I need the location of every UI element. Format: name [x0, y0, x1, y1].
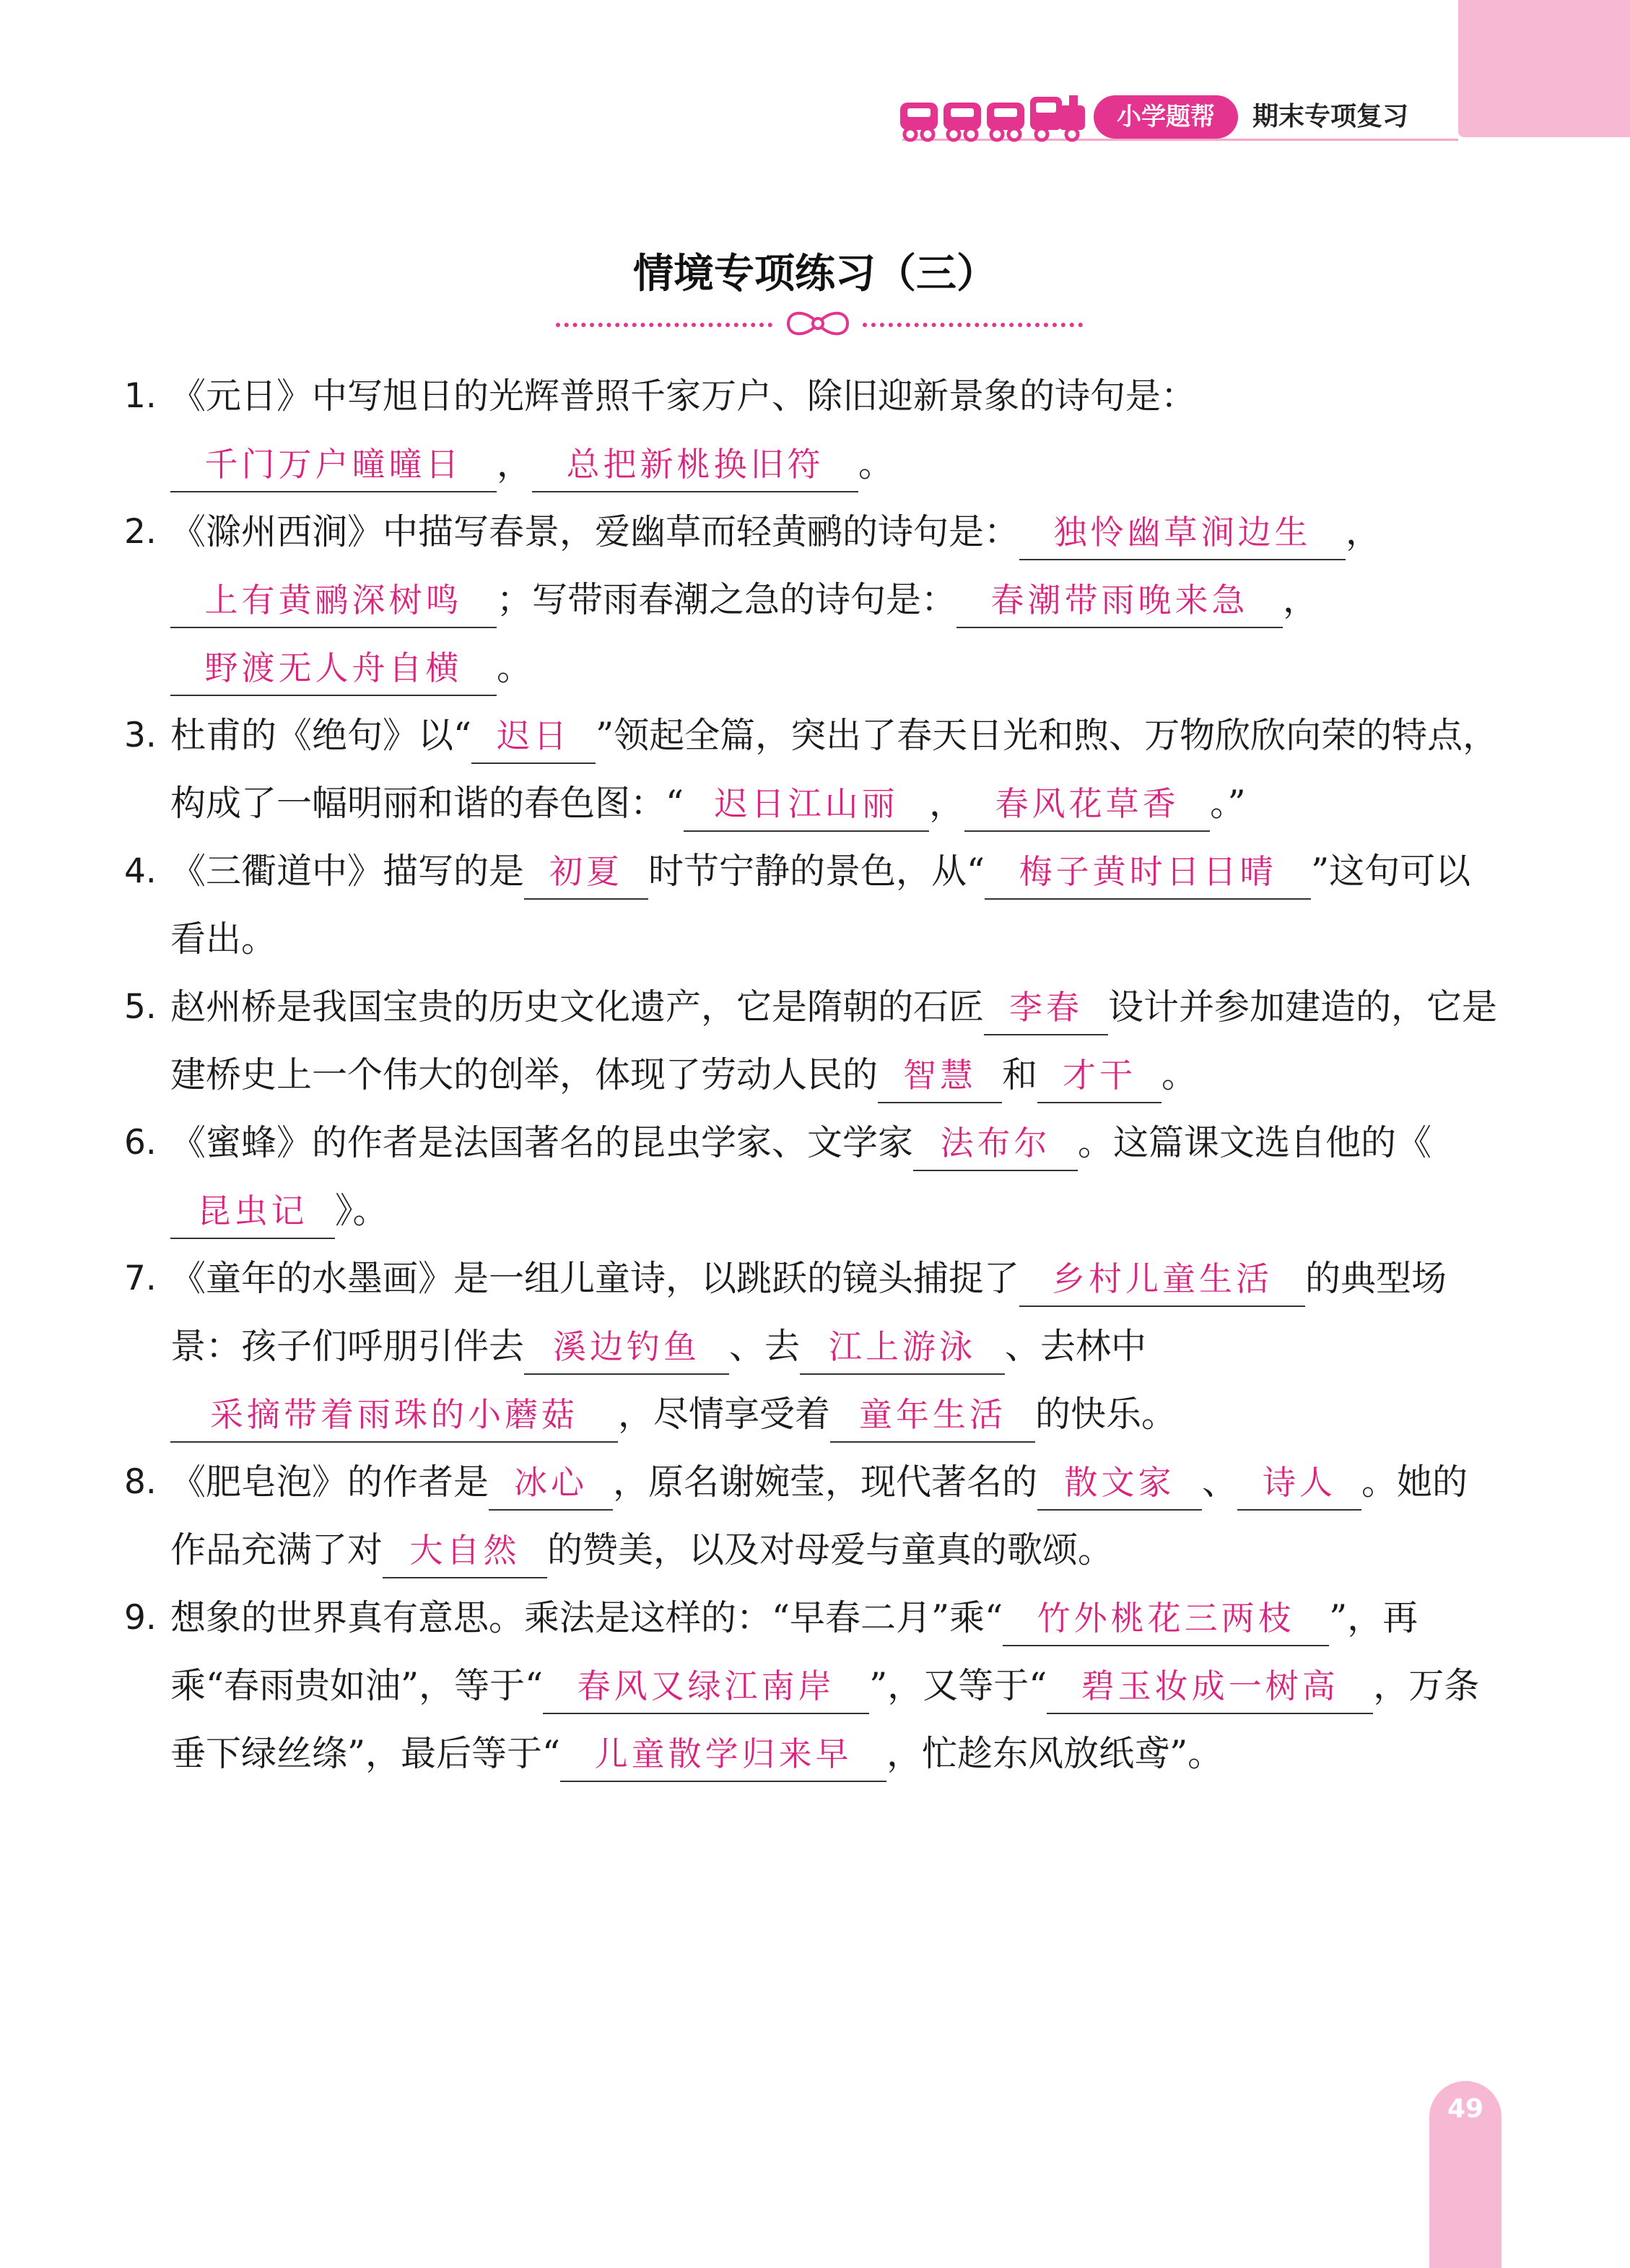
question-text: ，原名谢婉莹，现代著名的	[613, 1461, 1038, 1503]
train-icon	[899, 92, 1086, 144]
question-text: 杜甫的《绝句》以“	[170, 715, 472, 756]
question-5	[124, 973, 1503, 1109]
question-text: 的典型场景：孩子们呼朋引伴去	[170, 1258, 1447, 1367]
answer-blank: 儿童散学归来早	[560, 1727, 886, 1782]
page-number: 49	[1447, 2094, 1484, 2124]
answer-blank: 昆虫记	[170, 1184, 335, 1239]
answer-blank: 迟日江山丽	[684, 777, 929, 832]
question-text: ，万条垂下绿丝绦”，最后等于“	[170, 1665, 1480, 1774]
question-9	[124, 1584, 1503, 1788]
question-text: 《童年的水墨画》是一组儿童诗，以跳跃的镜头捕捉了	[170, 1258, 1020, 1299]
question-text: 。她的作品充满了对	[170, 1461, 1468, 1570]
question-4	[124, 838, 1503, 973]
question-number: 8.	[124, 1462, 157, 1502]
question-number: 5.	[124, 987, 157, 1027]
question-text: ，	[929, 783, 965, 824]
question-text: 的快乐。	[1035, 1394, 1177, 1435]
corner-decoration	[1458, 0, 1630, 137]
question-text: ”，再乘“春雨贵如油”，等于“	[170, 1597, 1418, 1706]
question-text: ，	[497, 443, 533, 485]
question-text: ，	[1346, 511, 1382, 552]
title-dotted-divider-right	[863, 323, 1083, 327]
title-dotted-divider-left	[556, 323, 772, 327]
question-text: 想象的世界真有意思。乘法是这样的：“早春二月”乘“	[170, 1597, 1003, 1638]
question-6	[124, 1109, 1503, 1245]
answer-blank: 春潮带雨晚来急	[956, 573, 1283, 628]
question-text: 《三衢道中》描写的是	[170, 851, 525, 892]
question-number: 6.	[124, 1123, 157, 1163]
brand-badge: 小学题帮	[1094, 95, 1238, 139]
question-number: 9.	[124, 1598, 157, 1638]
answer-blank: 散文家	[1037, 1456, 1202, 1511]
question-number: 7.	[124, 1259, 157, 1298]
question-text: 《元日》中写旭日的光辉普照千家万户、除旧迎新景象的诗句是：	[170, 375, 1197, 417]
question-number: 1.	[124, 376, 157, 416]
question-text: ，忙趁东风放纸鸢”。	[886, 1733, 1224, 1774]
question-7	[124, 1245, 1503, 1448]
question-text: 》。	[335, 1190, 388, 1231]
question-text: 。	[858, 443, 894, 485]
answer-blank: 溪边钓鱼	[524, 1320, 729, 1375]
answer-blank: 诗人	[1237, 1456, 1361, 1511]
question-text: 《肥皂泡》的作者是	[170, 1461, 489, 1503]
bow-icon	[785, 307, 850, 340]
answer-blank: 冰心	[489, 1456, 613, 1511]
answer-blank: 春风又绿江南岸	[543, 1659, 869, 1714]
question-1	[124, 362, 1503, 498]
question-text: ”领起全篇，突出了春天日光和煦、万物欣欣向荣的特点，构成了一幅明丽和谐的春色图：“	[170, 715, 1499, 824]
question-text: ”，又等于“	[869, 1665, 1047, 1706]
question-text: 、去	[729, 1326, 801, 1367]
question-text: 时节宁静的景色，从“	[648, 851, 985, 892]
answer-blank: 迟日	[471, 709, 596, 764]
section-title: 期末专项复习	[1252, 102, 1409, 131]
question-2	[124, 498, 1503, 702]
question-number: 2.	[124, 512, 157, 552]
question-text: ，	[1283, 579, 1319, 620]
question-number: 3.	[124, 716, 157, 755]
question-text: 。这篇课文选自他的《	[1078, 1122, 1432, 1163]
answer-blank: 上有黄鹂深树鸣	[170, 573, 497, 628]
page-title: 情境专项练习（三）	[633, 251, 997, 297]
answer-blank: 千门万户曈曈日	[170, 438, 497, 492]
question-text: ，尽情享受着	[618, 1394, 831, 1435]
question-text: 和	[1002, 1054, 1038, 1095]
answer-blank: 野渡无人舟自横	[170, 641, 497, 696]
question-text: 设计并参加建造的，它是建桥史上一个伟大的创举，体现了劳动人民的	[170, 986, 1498, 1095]
question-text: ”这句可以看出。	[170, 851, 1471, 960]
question-list	[124, 362, 1503, 1788]
question-text: 。”	[1210, 783, 1246, 824]
answer-blank: 大自然	[383, 1524, 547, 1578]
answer-blank: 法布尔	[913, 1116, 1078, 1171]
answer-blank: 竹外桃花三两枝	[1003, 1591, 1329, 1646]
answer-blank: 智慧	[878, 1048, 1002, 1103]
answer-blank: 独怜幽草涧边生	[1019, 505, 1346, 560]
question-3	[124, 702, 1503, 838]
question-8	[124, 1448, 1503, 1584]
answer-blank: 碧玉妆成一树高	[1047, 1659, 1373, 1714]
answer-blank: 童年生活	[830, 1388, 1035, 1443]
question-text: 、去林中	[1005, 1326, 1147, 1367]
answer-blank: 初夏	[524, 845, 648, 900]
answer-blank: 采摘带着雨珠的小蘑菇	[170, 1388, 618, 1443]
answer-blank: 梅子黄时日日晴	[985, 845, 1311, 900]
question-number: 4.	[124, 851, 157, 891]
question-text: 《滁州西涧》中描写春景，爱幽草而轻黄鹂的诗句是：	[170, 511, 1020, 552]
answer-blank: 乡村儿童生活	[1019, 1252, 1305, 1307]
answer-blank: 江上游泳	[800, 1320, 1005, 1375]
answer-blank: 总把新桃换旧符	[532, 438, 858, 492]
question-text: 。	[1162, 1054, 1198, 1095]
answer-blank: 李春	[984, 981, 1108, 1035]
question-text: 的赞美，以及对母爱与童真的歌颂。	[547, 1529, 1114, 1570]
question-text: 《蜜蜂》的作者是法国著名的昆虫学家、文学家	[170, 1122, 914, 1163]
page-number-tab	[1429, 2081, 1502, 2268]
question-text: ；写带雨春潮之急的诗句是：	[497, 579, 957, 620]
answer-blank: 春风花草香	[964, 777, 1210, 832]
answer-blank: 才干	[1037, 1048, 1162, 1103]
question-text: 。	[497, 647, 533, 688]
question-text: 、	[1202, 1461, 1238, 1503]
question-text: 赵州桥是我国宝贵的历史文化遗产，它是隋朝的石匠	[170, 986, 985, 1027]
